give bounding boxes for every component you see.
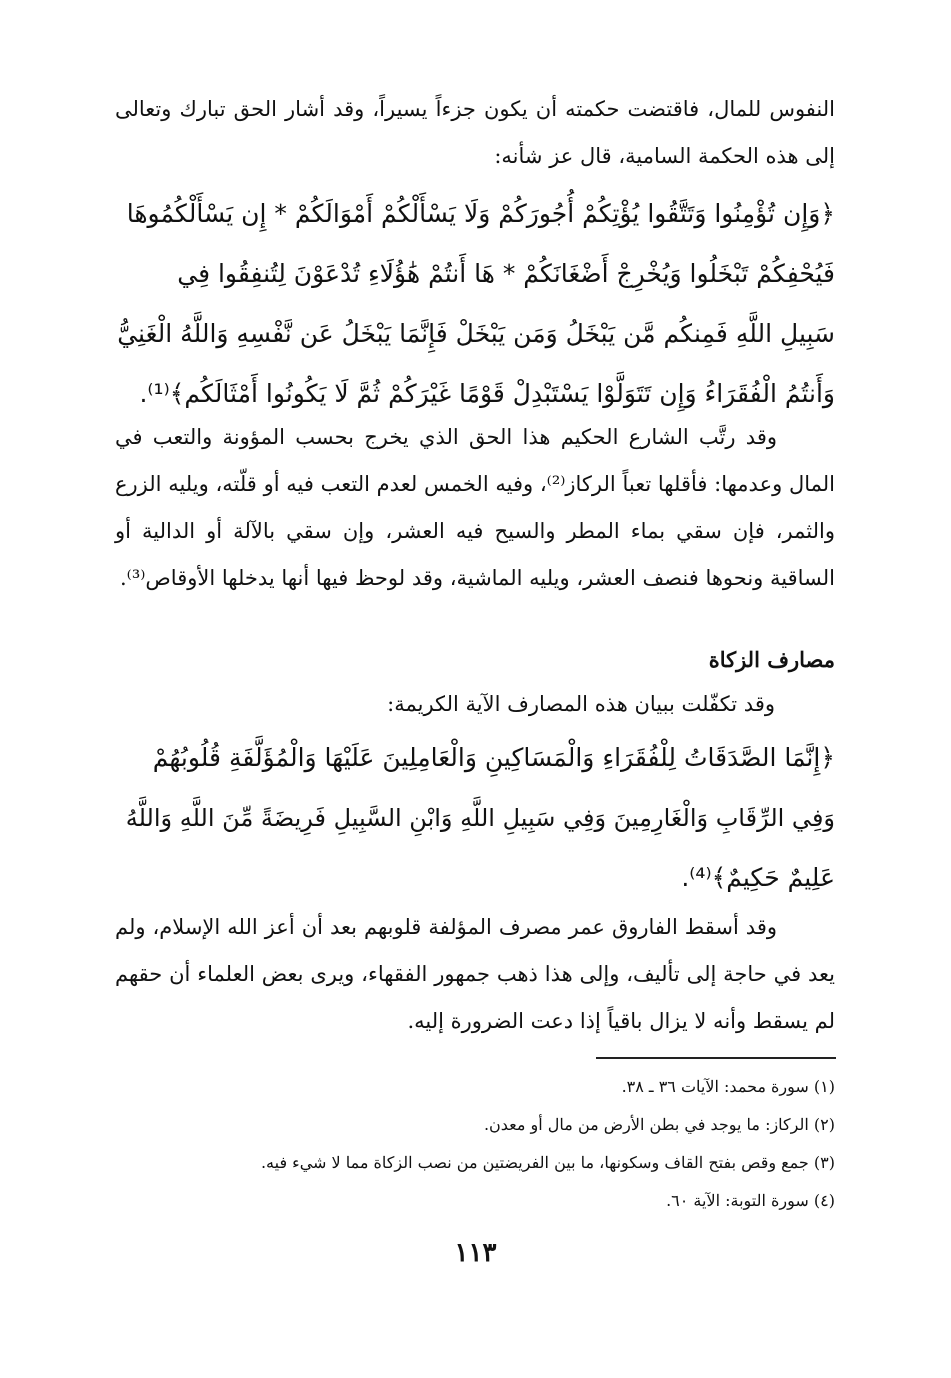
verse2-line-3: عَلِيمٌ حَكِيمٌ﴾⁽⁴⁾. bbox=[681, 863, 835, 892]
farouq-paragraph-text: وقد أسقط الفاروق عمر مصرف المؤلفة قلوبهم بعد أن أعز الله الإسلام، ولم يعد في حاجة إلى تأليف، وإلى هذا ذهب جمهور الفقهاء، ويرى بعض العلماء أن حقهم لم يسقط وأنه لا يزال باقياً إذا دعت الضرورة إليه. bbox=[115, 915, 835, 1033]
verse2-line-1: ﴿إِنَّمَا الصَّدَقَاتُ لِلْفُقَرَاءِ وَالْمَسَاكِينِ وَالْعَامِلِينَ عَلَيْهَا وَالْمُؤَلَّفَةِ قُلُوبُهُمْ bbox=[152, 743, 835, 772]
verse2-line-2: وَفِي الرِّقَابِ وَالْغَارِمِينَ وَفِي سَبِيلِ اللَّهِ وَابْنِ السَّبِيلِ فَرِيضَةً مِّنَ اللَّهِ وَاللَّهُ bbox=[125, 804, 835, 832]
footnote-divider bbox=[596, 1057, 836, 1059]
footnotes bbox=[115, 1068, 835, 1220]
section-intro-line: وقد تكفّلت ببيان هذه المصارف الآية الكريمة: bbox=[387, 692, 775, 716]
quran-verse-tawba bbox=[115, 728, 835, 908]
ruling-paragraph bbox=[115, 414, 835, 602]
verse1-line-3: سَبِيلِ اللَّهِ فَمِنكُم مَّن يَبْخَلُ وَمَن يَبْخَلْ فَإِنَّمَا يَبْخَلُ عَن نَّفْسِهِ وَاللَّهُ الْغَنِيُّ bbox=[117, 319, 835, 348]
footnote-3: (٣) جمع وقص بفتح القاف وسكونها، ما بين الفريضتين من نصب الزكاة مما لا شيء فيه. bbox=[260, 1153, 835, 1172]
footnote-1: (١) سورة محمد: الآيات ٣٦ ـ ٣٨. bbox=[621, 1077, 835, 1096]
farouq-paragraph bbox=[115, 904, 835, 1045]
verse1-line-1: ﴿وَإِن تُؤْمِنُوا وَتَتَّقُوا يُؤْتِكُمْ أُجُورَكُمْ وَلَا يَسْأَلْكُمْ أَمْوَالَكُمْ * إِن يَسْأَلْكُمُوهَا bbox=[126, 199, 835, 228]
verse1-line-2: فَيُحْفِكُمْ تَبْخَلُوا وَيُخْرِجْ أَضْغَانَكُمْ * هَا أَنتُمْ هَٰؤُلَاءِ تُدْعَوْنَ لِتُنفِقُوا فِي bbox=[177, 259, 835, 288]
intro-paragraph-text: النفوس للمال، فاقتضت حكمته أن يكون جزءاً يسيراً، وقد أشار الحق تبارك وتعالى إلى هذه الحكمة السامية، قال عز شأنه: bbox=[115, 97, 835, 168]
intro-paragraph bbox=[115, 86, 835, 180]
footnote-4: (٤) سورة التوبة: الآية ٦٠. bbox=[666, 1191, 835, 1210]
quran-verse-muhammad bbox=[115, 184, 835, 424]
ruling-paragraph-text: وقد رتَّب الشارع الحكيم هذا الحق الذي يخرج بحسب المؤونة والتعب في المال وعدمها: فأقلها تعباً الركاز⁽²⁾، وفيه الخمس لعدم التعب فيه أو قلّته، ويليه الزرع والثمر، فإن سقي بماء المطر والسيح فيه العشر، وإن سقي بالآلة أو الدالية أو الساقية ونحوها فنصف العشر، ويليه الماشية، وقد لوحظ فيها أنها يدخلها الأوقاص⁽³⁾. bbox=[115, 425, 835, 590]
page-number: ١١٣ bbox=[454, 1238, 497, 1268]
footnote-2: (٢) الركاز: ما يوجد في بطن الأرض من مال أو معدن. bbox=[483, 1115, 835, 1134]
section-heading: مصارف الزكاة bbox=[708, 647, 835, 672]
verse1-line-4: وَأَنتُمُ الْفُقَرَاءُ وَإِن تَتَوَلَّوْا يَسْتَبْدِلْ قَوْمًا غَيْرَكُمْ ثُمَّ لَا يَكُونُوا أَمْثَالَكُم﴾⁽¹⁾. bbox=[139, 379, 835, 408]
